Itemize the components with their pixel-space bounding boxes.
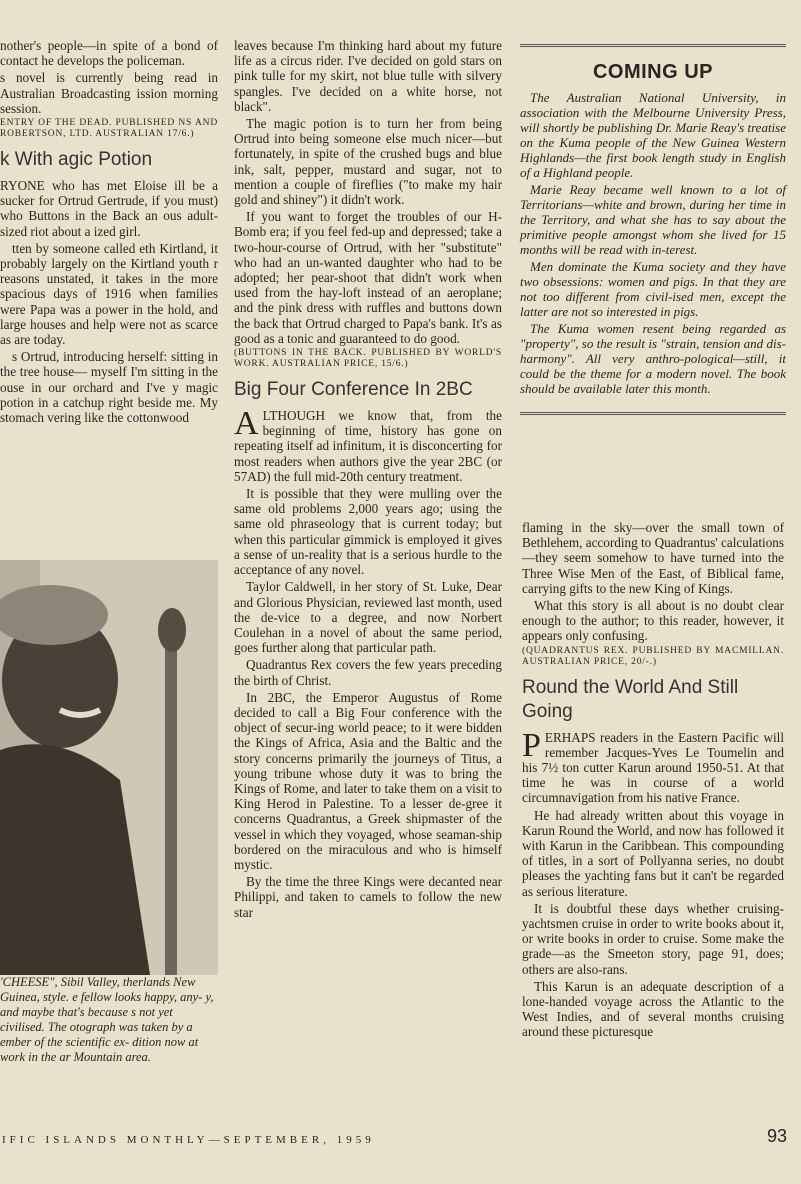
paragraph: flaming in the sky—over the small town of Bethlehem, according to Quadrantus' calculations—they seem somehow to have turned into the Three Wise Men of the East, of Biblical fame, carrying gifts to the new King of Kings. [522, 520, 785, 596]
article-heading: Round the World And Still Going [522, 676, 739, 722]
paragraph: Marie Reay became well known to a lot of Territorians—white and brown, during her time in the Territory, and what she has to say about the primitive people amongst whom she lived for 15 months will be read with in-terest. [520, 182, 786, 257]
paragraph: This Karun is an adequate description of a lone-handed voyage across the Atlantic to the West Indies, and of several months cruising around these picturesque [522, 978, 784, 1040]
drop-cap: A [234, 405, 259, 443]
paragraph: s Ortrud, introducing herself: sitting in the tree house— myself I'm sitting in the ouse in our orchard and I've y magic potion in a catchup right beside me. My stomach vering like the cottonwood [0, 349, 218, 426]
lead-paragraph: PERHAPS readers in the Eastern Pacific will remember Jacques-Yves Le Toumelin and his 7½ ton cutter Karun around 1950-51. At that time he was in course of a world circumnavigation from his native France. [522, 726, 784, 806]
book-credit: ENTRY OF THE DEAD. PUBLISHED NS AND ROBERTSON, LTD. AUSTRALIAN 17/6.) [0, 118, 218, 140]
box-title: COMING UP [592, 61, 714, 83]
paragraph: Men dominate the Kuma society and they have two obsessions: women and pigs. In that they are not too different from civil-ised men, except the latter are not so interested in pigs. [520, 259, 786, 319]
column-right [522, 520, 784, 1042]
paragraph: leaves because I'm thinking hard about my future life as a circus rider. I've decided on gold stars on pink tulle for my skirt, not blue tulle with silvery spangles. I've decided on a white horse, not black". [234, 38, 502, 114]
paragraph: tten by someone called eth Kirtland, it probably largely on the Kirtland youth r reasons unstated, it takes in the more spacious days of 1916 when families were Papa was a power in the hold, and large houses and help were not as scarce as are today. [0, 240, 218, 348]
book-credit: (QUADRANTUS REX. PUBLISHED BY MACMILLAN. AUSTRALIAN PRICE, 20/-.) [522, 645, 784, 667]
article-heading: Big Four Conference In 2BC [234, 379, 473, 401]
paragraph: nother's people—in spite of a bond of contact he develops the policeman. [0, 38, 218, 69]
page-number: 93 [766, 1126, 787, 1146]
paragraph: The Australian National University, in association with the Melbourne University Press, will shortly be publishing Dr. Marie Reay's treatise on the Kuma people of the New Guinea Western Highlands—the first book length study in English of a Highland people. [520, 90, 786, 180]
column-middle [234, 38, 502, 922]
paragraph: It is doubtful these days whether cruising-yachtsmen cruise in order to write books about it, or write books in order to cruise. Some make the grade—as the Smeeton story, page 91, does; others are also-rans. [522, 900, 784, 977]
paragraph: He had already written about this voyage in Karun Round the World, and now has followed it with Karun in the Caribbean. This compounding of titles, in a sort of Pollyanna series, no doubt pleases the yachting fans but it can't be regarded as serious literature. [522, 807, 784, 899]
lead-paragraph: ALTHOUGH we know that, from the beginning of time, history has gone on repeating itself ad infinitum, it is disconcerting for most readers when authors give the year 2BC (or 57AD) the full mid-20th century treatment. [234, 405, 502, 484]
photo-caption: 'CHEESE", Sibil Valley, therlands New Guinea, style. e fellow looks happy, any- y, and maybe that's because s not yet civilised. The otograph was taken by a ember of the scientific ex- dition now at work in the ar Mountain area. [0, 975, 214, 1064]
paragraph: The magic potion is to turn her from being Ortrud into being someone else much nicer—but fortunately, in spite of the crushed bugs and blue ink, salt, pepper, mustard and sugar, not to mention a couple of fireflies ("to make my hair gold and shiney") it didn't work. [234, 116, 502, 208]
paragraph: The Kuma women resent being regarded as "property", so the result is "strain, tension and dis-harmony". All very anthro-pological—still, it could be the theme for a modern novel. The book should be available later this month. [520, 321, 786, 396]
article-heading: k With agic Potion [0, 149, 153, 171]
book-credit: (BUTTONS IN THE BACK. PUBLISHED BY WORLD'S WORK. AUSTRALIAN PRICE, 15/6.) [234, 348, 502, 370]
column-left [0, 38, 218, 427]
paragraph: If you want to forget the troubles of our H-Bomb era; if you feel fed-up and depressed; take a two-hour-course of Ortrud, with her "substitute" who had an un-wanted daughter who had to be adopted; her pear-shoot that didn't work when used from the hay-loft instead of an aeroplane; and the pink dress with ruffles and buttons down the back that Ortrud charged to Papa's bank. It's as good as a tonic and guaranteed to do good. [234, 209, 502, 346]
paragraph: What this story is all about is no doubt clear enough to the author; to this reader, however, it appears only confusing. [522, 598, 784, 644]
paragraph: RYONE who has met Eloise ill be a sucker for Ortrud Gertrude, if you must) who Buttons in the Back an ous adult-sized riot about a ized girl. [0, 178, 218, 239]
paragraph: Quadrantus Rex covers the few years preceding the birth of Christ. [234, 657, 502, 688]
drop-cap: P [522, 726, 541, 764]
paragraph: Taylor Caldwell, in her story of St. Luke, Dear and Glorious Physician, reviewed last month, used the de-vice to a degree, and now Norbert Coulehan in a novel of about the same period, goes further along that particular path. [234, 579, 502, 656]
photo-illustration [0, 560, 218, 975]
photograph-smiling-man [0, 560, 218, 975]
paragraph: By the time the three Kings were decanted near Philippi, and taken to camels to follow the new star [234, 874, 502, 920]
running-head: IFIC ISLANDS MONTHLY—SEPTEMBER, 1959 [2, 1134, 375, 1146]
paragraph: It is possible that they were mulling over the same old problems 2,000 years ago; using the same old phraseology that is current today; but when this particular gimmick is employed it gives a sense of un-reality that is a serious hurdle to the acceptance of any novel. [234, 486, 502, 578]
coming-up-box [520, 44, 786, 415]
paragraph: In 2BC, the Emperor Augustus of Rome decided to call a Big Four conference with the object of secur-ing world peace; to it were bidden the Kings of Africa, Asia and the Baltic and the story concerns primarily the journeys of Titus, a young tribune whose duty it was to bring the Kings of Rome, and later to take them on a visit to King Herod in Palestine. To a lesser de-gree it concerns Quadrantus, a Greek shipmaster of the vessel in which they voyaged, whose seaman-ship bordered on the miraculous and who is himself mystic. [234, 689, 502, 872]
page-footer [0, 1126, 801, 1154]
paragraph: s novel is currently being read in Australian Broadcasting ission morning session. [0, 70, 218, 116]
